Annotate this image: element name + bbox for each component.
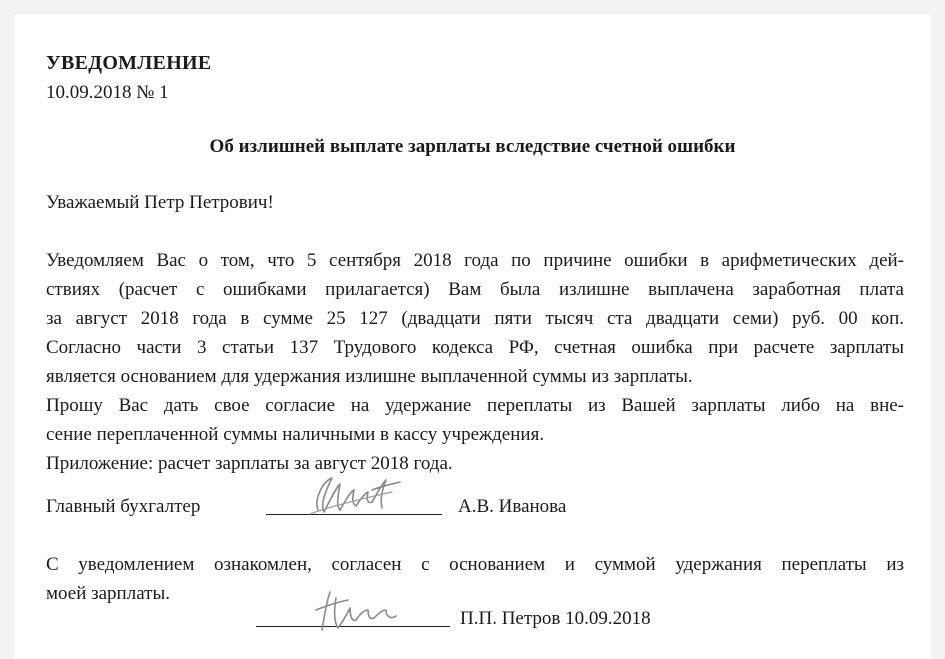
body-line: Приложение: расчет зарплаты за август 2018 года. bbox=[46, 453, 453, 474]
body-text bbox=[46, 246, 904, 478]
document-title: УВЕДОМЛЕНИЕ bbox=[46, 52, 212, 74]
acknowledgement-line: С уведомлением ознакомлен, согласен с основанием и суммой удержания переплаты из bbox=[46, 554, 904, 575]
acknowledgement-line: моей зарплаты. bbox=[46, 583, 170, 604]
document-date-number: 10.09.2018 № 1 bbox=[46, 82, 169, 103]
body-line: ствиях (расчет с ошибками прилагается) Вам была излишне выплачена заработная плата bbox=[46, 279, 904, 300]
body-line: является основанием для удержания излишне выплаченной суммы из зарплаты. bbox=[46, 366, 693, 387]
employee-signature-image bbox=[312, 584, 412, 636]
body-line: за август 2018 года в сумме 25 127 (двадцати пяти тысяч ста двадцати семи) руб. 00 коп. bbox=[46, 308, 904, 329]
document-subject: Об излишней выплате зарплаты вследствие счетной ошибки bbox=[209, 136, 736, 157]
body-line: Уведомляем Вас о том, что 5 сентября 2018 года по причине ошибки в арифметических дей- bbox=[46, 250, 904, 271]
accountant-signature-image bbox=[296, 470, 406, 520]
accountant-position: Главный бухгалтер bbox=[46, 496, 201, 517]
acknowledgement-text bbox=[46, 550, 904, 608]
employee-name-date: П.П. Петров 10.09.2018 bbox=[460, 608, 651, 629]
accountant-name: А.В. Иванова bbox=[458, 496, 567, 517]
body-line: сение переплаченной суммы наличными в кассу учреждения. bbox=[46, 424, 545, 445]
body-line: Согласно части 3 статьи 137 Трудового кодекса РФ, счетная ошибка при расчете зарплаты bbox=[46, 337, 904, 358]
body-line: Прошу Вас дать свое согласие на удержание переплаты из Вашей зарплаты либо на вне- bbox=[46, 395, 904, 416]
greeting: Уважаемый Петр Петрович! bbox=[46, 192, 274, 213]
